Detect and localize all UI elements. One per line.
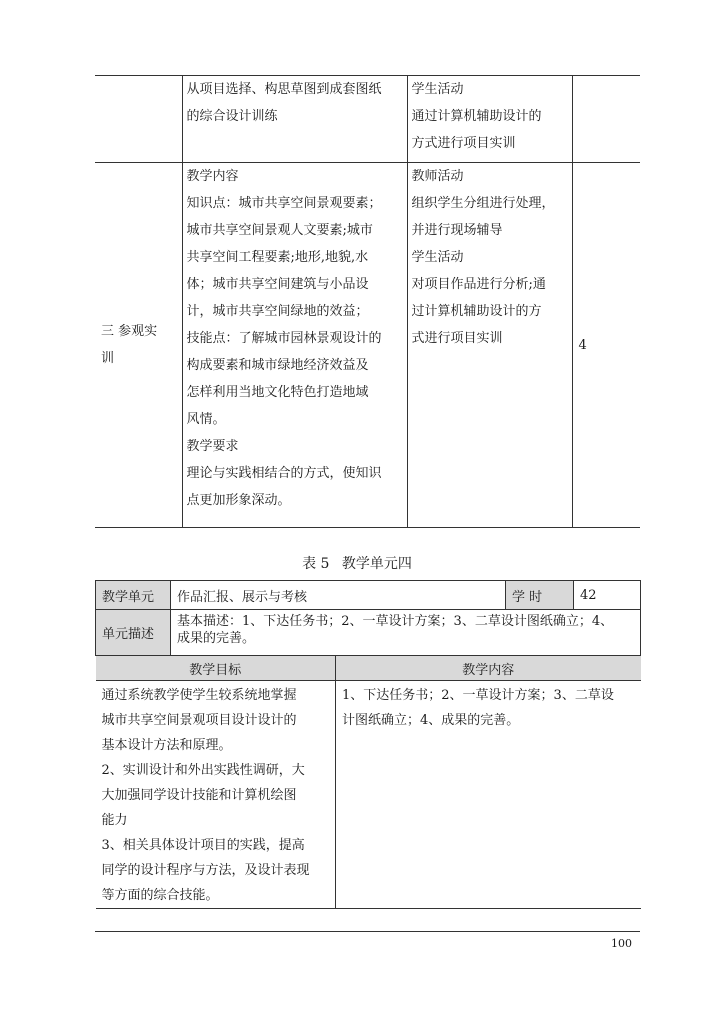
caption-number: 表 5 [302, 556, 330, 572]
unit-cell: 三 参观实 训 [95, 163, 182, 528]
content-header: 教学内容 [336, 656, 641, 681]
activity-cell: 教师活动 组织学生分组进行处理， 并进行现场辅导 学生活动 对项目作品进行分析;通 过计算机辅助设计的方 式进行项目实训 [407, 163, 572, 528]
table-caption [0, 553, 714, 573]
description-value: 基本描述：1、下达任务书；2、一草设计方案；3、二草设计图纸确立；4、 成果的完善。 [171, 610, 641, 656]
content-cell: 1、下达任务书；2、一草设计方案；3、二草设 计图纸确立；4、成果的完善。 [336, 681, 641, 909]
content-cell: 从项目选择、构思草图到成套图纸 的综合设计训练 [182, 76, 407, 163]
table-row [96, 681, 641, 909]
caption-title: 教学单元四 [341, 556, 412, 572]
table-row [96, 581, 641, 610]
footer-rule [95, 931, 640, 932]
table-row [95, 163, 640, 528]
goal-cell: 通过系统教学使学生较系统地掌握 城市共享空间景观项目设计设计的 基本设计方法和原理。 2、实训设计和外出实践性调研，大 大加强同学设计技能和计算机绘图 能力 3、相关具体设计项目的实践，提高 同学的设计程序与方法，及设计表现 等方面的综合技能。 [96, 681, 336, 909]
hours-cell: 4 [572, 163, 640, 528]
hours-cell [572, 76, 640, 163]
page-number: 100 [611, 937, 632, 950]
hours-value: 42 [574, 581, 641, 610]
unit-cell [95, 76, 182, 163]
activity-cell: 学生活动 通过计算机辅助设计的 方式进行项目实训 [407, 76, 572, 163]
table-row [96, 656, 641, 681]
content-cell: 教学内容 知识点：城市共享空间景观要素； 城市共享空间景观人文要素;城市 共享空间工程要素;地形,地貌,水 体；城市共享空间建筑与小品设 计，城市共享空间绿地的效益； 技能点：了解城市园林景观设计的 构成要素和城市绿地经济效益及 怎样利用当地文化特色打造地域 风情。 教学要求 理论与实践相结合的方式，使知识 点更加形象深动。 [182, 163, 407, 528]
table-row [95, 76, 640, 163]
schedule-table-continued [95, 75, 640, 528]
teaching-unit-table [95, 580, 641, 909]
unit-label: 教学单元 [96, 581, 171, 610]
hours-label: 学 时 [506, 581, 574, 610]
unit-value: 作品汇报、展示与考核 [171, 581, 506, 610]
table-row [96, 610, 641, 656]
description-label: 单元描述 [96, 610, 171, 656]
goal-header: 教学目标 [96, 656, 336, 681]
